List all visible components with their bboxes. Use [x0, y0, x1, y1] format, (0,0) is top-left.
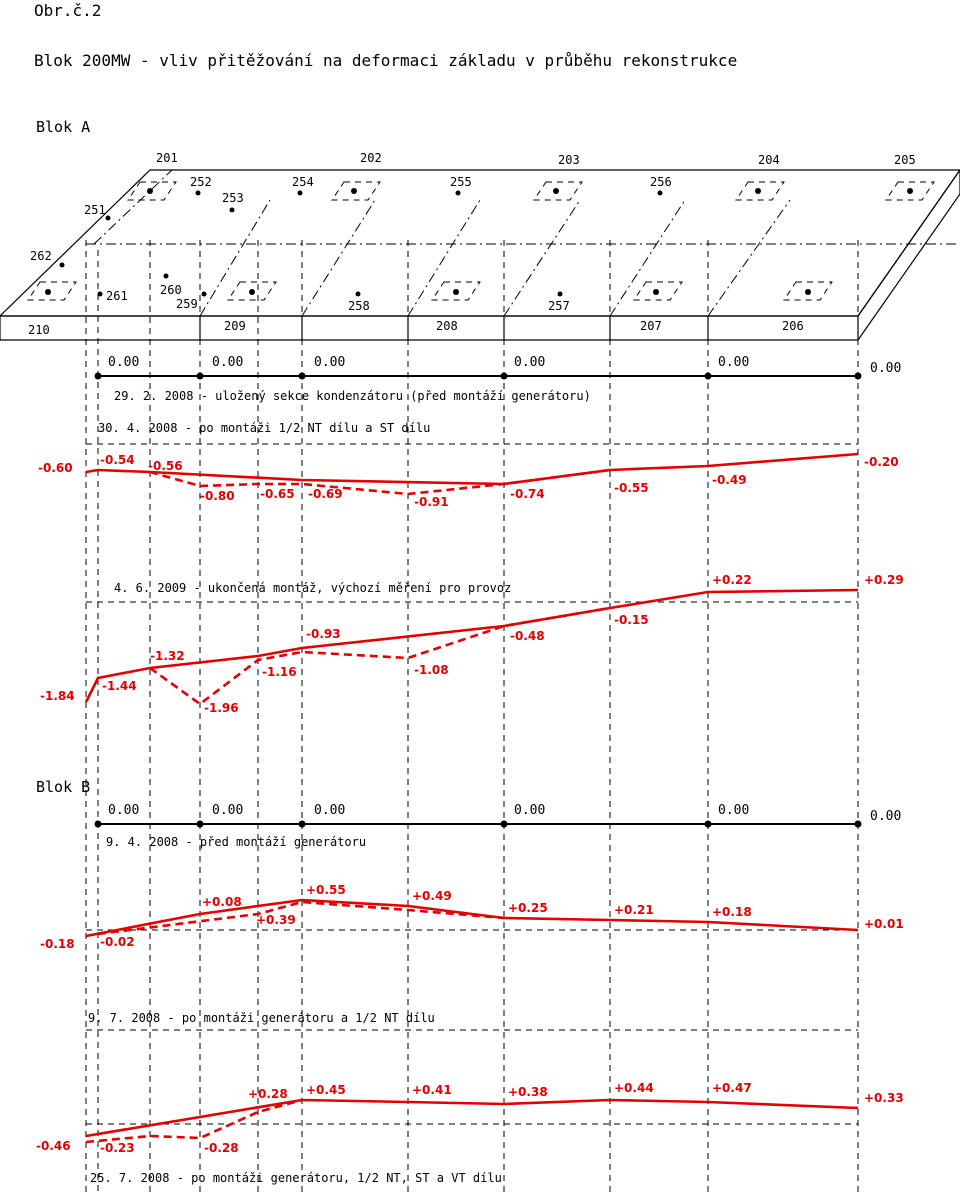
label-a1-8: -0.55: [614, 481, 649, 495]
point-261: 261: [106, 289, 128, 303]
point-255: 255: [450, 175, 472, 189]
label-201: 201: [156, 151, 178, 165]
zero-b-5: 0.00: [718, 803, 750, 818]
label-203: 203: [558, 153, 580, 167]
label-b1-8: +0.18: [712, 905, 752, 919]
zero-a-1: 0.00: [108, 355, 140, 370]
point-262: 262: [30, 249, 52, 263]
label-a1-0: -0.60: [38, 461, 73, 475]
label-a1-4: -0.65: [260, 487, 295, 501]
label-b2-0: -0.46: [36, 1139, 71, 1153]
caption-b-3: 25. 7. 2008 - po montáži generátoru, 1/2 NT, ST a VT dílu: [90, 1171, 502, 1185]
label-209: 209: [224, 319, 246, 333]
label-b1-3: +0.39: [256, 913, 296, 927]
label-b2-7: +0.44: [614, 1081, 654, 1095]
point-251: 251: [84, 203, 106, 217]
zero-a-6: 0.00: [870, 361, 902, 376]
label-a2-2: -1.32: [150, 649, 185, 663]
series-a2-main: [86, 590, 858, 702]
point-258: 258: [348, 299, 370, 313]
label-a2-9: +0.22: [712, 573, 752, 587]
foundation-block: [0, 170, 960, 340]
blok-b-heading: Blok B: [36, 778, 91, 796]
label-b2-9: +0.33: [864, 1091, 904, 1105]
label-a2-5: -0.93: [306, 627, 341, 641]
zero-a-2: 0.00: [212, 355, 244, 370]
label-a2-7: -0.48: [510, 629, 545, 643]
blok-b-axis: [95, 821, 862, 828]
zero-b-1: 0.00: [108, 803, 140, 818]
label-a2-8: -0.15: [614, 613, 649, 627]
label-b2-4: +0.45: [306, 1083, 346, 1097]
label-202: 202: [360, 151, 382, 165]
label-a1-5: -0.69: [308, 487, 343, 501]
label-a1-10: -0.20: [864, 455, 899, 469]
label-a1-6: -0.91: [414, 495, 449, 509]
label-b2-1: -0.23: [100, 1141, 135, 1155]
zero-b-3: 0.00: [314, 803, 346, 818]
vertical-grid-lines: [86, 240, 858, 1192]
caption-b-1: 9. 4. 2008 - před montáží generátoru: [106, 835, 367, 849]
zero-a-4: 0.00: [514, 355, 546, 370]
point-252: 252: [190, 175, 212, 189]
label-a2-0: -1.84: [40, 689, 75, 703]
label-b1-6: +0.25: [508, 901, 548, 915]
zero-b-6: 0.00: [870, 809, 902, 824]
point-253: 253: [222, 191, 244, 205]
label-b1-4: +0.55: [306, 883, 346, 897]
point-260: 260: [160, 283, 182, 297]
label-b1-2: +0.08: [202, 895, 242, 909]
label-a2-6: -1.08: [414, 663, 449, 677]
point-259: 259: [176, 297, 198, 311]
label-208: 208: [436, 319, 458, 333]
zero-b-4: 0.00: [514, 803, 546, 818]
label-210: 210: [28, 323, 50, 337]
label-b1-9: +0.01: [864, 917, 904, 931]
zero-b-2: 0.00: [212, 803, 244, 818]
zero-a-5: 0.00: [718, 355, 750, 370]
point-257: 257: [548, 299, 570, 313]
zero-a-3: 0.00: [314, 355, 346, 370]
label-a2-4: -1.16: [262, 665, 297, 679]
label-207: 207: [640, 319, 662, 333]
label-a1-7: -0.74: [510, 487, 545, 501]
label-b1-1: -0.02: [100, 935, 135, 949]
series-a2-dashed: [150, 608, 610, 704]
caption-a-1: 29. 2. 2008 - uložený sekce kondenzátoru (před montáží generátoru): [114, 389, 591, 403]
label-a2-3: -1.96: [204, 701, 239, 715]
label-206: 206: [782, 319, 804, 333]
series-b1-dashed: [98, 902, 504, 934]
label-b1-5: +0.49: [412, 889, 452, 903]
label-a1-2: -0.56: [148, 459, 183, 473]
caption-a-3: 4. 6. 2009 - ukončená montáž, výchozí měření pro provoz: [114, 581, 512, 595]
label-a1-9: -0.49: [712, 473, 747, 487]
caption-b-2: 9. 7. 2008 - po montáži generátoru a 1/2 NT dílu: [88, 1011, 435, 1025]
label-b1-0: -0.18: [40, 937, 75, 951]
caption-a-2: 30. 4. 2008 - po montáži 1/2 NT dílu a ST dílu: [98, 421, 431, 435]
label-b2-5: +0.41: [412, 1083, 452, 1097]
label-a1-1: -0.54: [100, 453, 135, 467]
label-b2-2: -0.28: [204, 1141, 239, 1155]
figure-number: Obr.č.2: [34, 1, 102, 20]
label-b2-8: +0.47: [712, 1081, 752, 1095]
series-b2-main: [86, 1100, 858, 1136]
label-205: 205: [894, 153, 916, 167]
label-b2-6: +0.38: [508, 1085, 548, 1099]
figure-title: Blok 200MW - vliv přitěžování na deformaci základu v průběhu rekonstrukce: [34, 51, 738, 70]
label-a1-3: -0.80: [200, 489, 235, 503]
label-b1-7: +0.21: [614, 903, 654, 917]
point-254: 254: [292, 175, 314, 189]
label-204: 204: [758, 153, 780, 167]
label-b2-3: +0.28: [248, 1087, 288, 1101]
blok-a-heading: Blok A: [36, 118, 91, 136]
blok-a-axis: [95, 373, 862, 380]
point-256: 256: [650, 175, 672, 189]
label-a2-10: +0.29: [864, 573, 904, 587]
label-a2-1: -1.44: [102, 679, 137, 693]
